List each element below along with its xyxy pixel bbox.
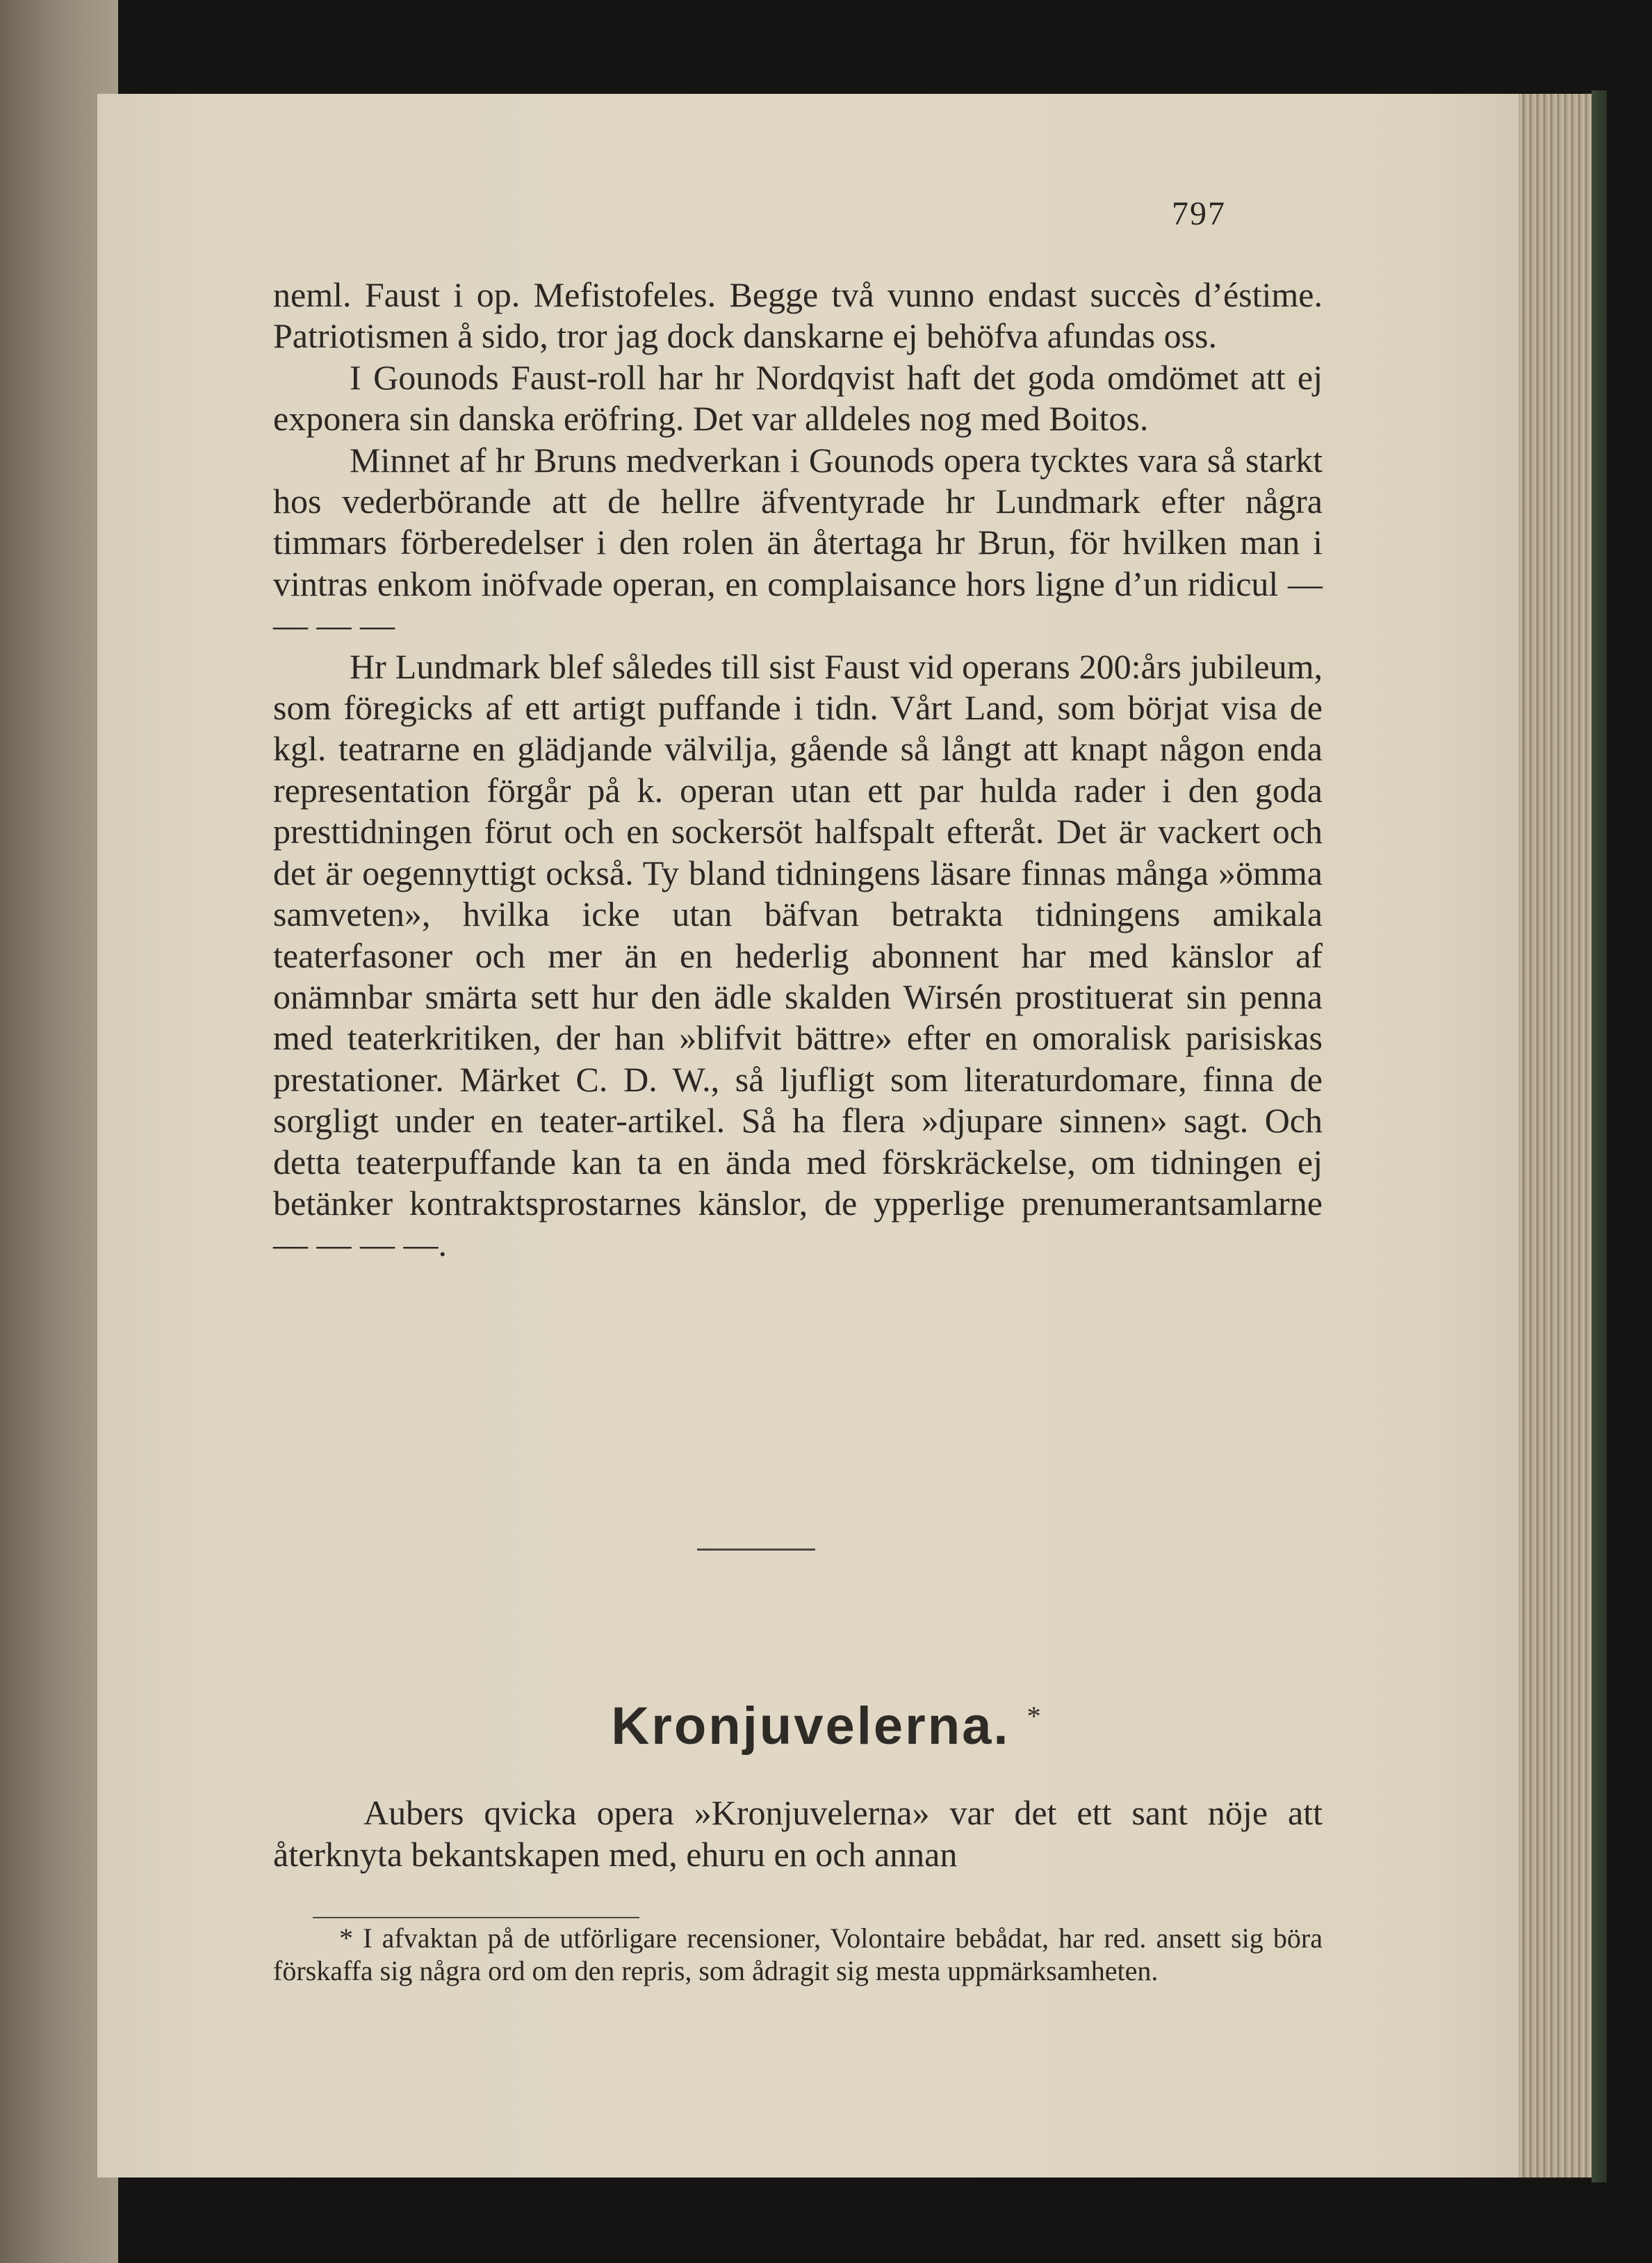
footnote [273, 1922, 1323, 1987]
section-title-text: Kronjuvelerna. [611, 1697, 1011, 1756]
page-number: 797 [1172, 195, 1226, 232]
footnote-text: * I afvaktan på de utförligare recensioner, Volontaire bebådat, har red. ansett sig böra förskaffa sig några ord om den repris, som ådragit sig mesta uppmärksamheten. [273, 1922, 1323, 1986]
body-text [273, 275, 1323, 1266]
section-separator [697, 1549, 815, 1551]
paragraph-1: neml. Faust i op. Mefistofeles. Begge två vunno endast succès d’éstime. Patriotismen å sido, tror jag dock danskarne ej behöfva afundas oss. [273, 275, 1323, 356]
section-text [273, 1792, 1323, 1875]
footnote-marker: * [1027, 1700, 1041, 1732]
paragraph-3: Minnet af hr Bruns medverkan i Gounods opera tycktes vara så starkt hos vederbörande att de hellre äfventyrade hr Lundmark efter några timmars förberedelser i den rolen än återtaga hr Brun, för hvilken man i vintras enkom inöfvade operan, en complaisance hors ligne d’un ridicul — — — — [273, 440, 1323, 645]
paragraph-4: Hr Lundmark blef således till sist Faust vid operans 200:års jubileum, som föregicks af ett artigt puffande i tidn. Vårt Land, som börjat visa de kgl. teatrarne en glädjande välvilja, gående så långt att knapt någon enda representation förgår på k. operan utan ett par hulda rader i den goda presttidningen förut och en sockersöt halfspalt efteråt. Det är vackert och det är oegennyttigt också. Ty bland tidningens läsare finnas många »ömma samveten», hvilka icke utan bäfvan betrakta tidningens amikala teaterfasoner och mer än en hederlig abonnent har med känslor af onämnbar smärta sett hur den ädle skalden Wirsén prostituerat sin penna med teaterkritiken, der han »blifvit bättre» efter en omoralisk parisiskas prestationer. Märket C. D. W., så ljufligt som literaturdomare, finna de sorgligt under en teater-artikel. Så ha flera »djupare sinnen» sagt. Och detta teaterpuffande kan ta en ända med förskräckelse, om tidningen ej betänker kontraktsprostarnes känslor, de ypperlige prenumerantsamlarne — — — —. [273, 646, 1323, 1264]
page-edges [1519, 94, 1602, 2178]
cover-edge [1592, 90, 1607, 2182]
footnote-rule [313, 1917, 639, 1918]
paragraph-2: I Gounods Faust-roll har hr Nordqvist haft det goda omdömet att ej exponera sin danska eröfring. Det var alldeles nog med Boitos. [273, 357, 1323, 439]
section-title [0, 1696, 1652, 1756]
section-paragraph: Aubers qvicka opera »Kronjuvelerna» var det ett sant nöje att återknyta bekantskapen med, ehuru en och annan [273, 1793, 1323, 1874]
